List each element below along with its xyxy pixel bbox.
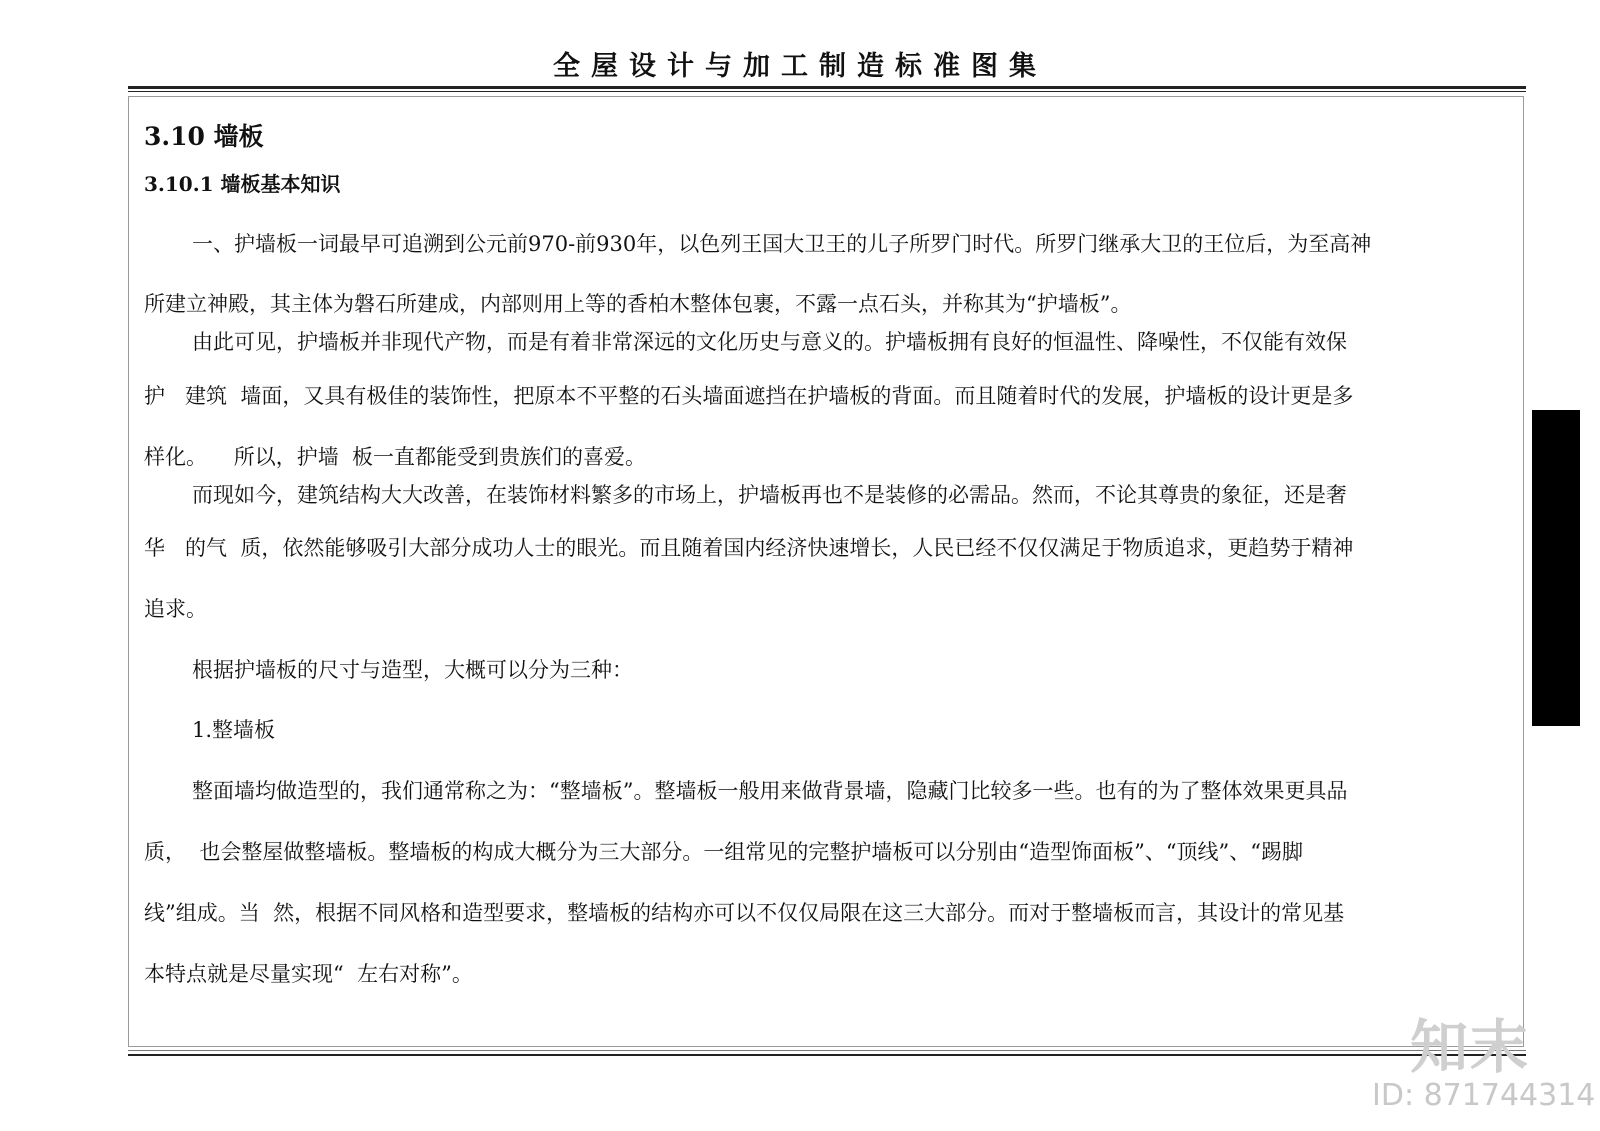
paragraph-line: 样化。 所以，护墙 板一直都能受到贵族们的喜爱。 [144,445,647,469]
paragraph-line: 根据护墙板的尺寸与造型，大概可以分为三种： [192,658,633,682]
paragraph-line: 整面墙均做造型的，我们通常称之为：“整墙板”。整墙板一般用来做背景墙，隐藏门比较多一些。也有的为了整体效果更具品 [192,779,1348,803]
paragraph-line: 由此可见，护墙板并非现代产物，而是有着非常深远的文化历史与意义的。护墙板拥有良好的恒温性、降噪性，不仅能有效保 [192,330,1347,354]
paragraph-line: 线”组成。当 然，根据不同风格和造型要求，整墙板的结构亦可以不仅仅局限在这三大部分。而对于整墙板而言，其设计的常见基 [144,901,1345,925]
paragraph-line: 追求。 [144,597,207,621]
page-header-title: 全屋设计与加工制造标准图集 [553,51,1047,82]
watermark-logo: 知末 [1410,1013,1531,1081]
paragraph-line: 一、护墙板一词最早可追溯到公元前970-前930年，以色列王国大卫王的儿子所罗门时代。所罗门继承大卫的王位后，为至高神 [192,232,1372,256]
list-item-heading: 1.整墙板 [192,718,276,742]
paragraph-line: 所建立神殿，其主体为磐石所建成，内部则用上等的香柏木整体包裹，不露一点石头，并称其为“护墙板”。 [144,292,1132,316]
header-rule-thick [128,86,1526,89]
footer-rule-thin [128,1050,1526,1051]
paragraph-line: 本特点就是尽量实现“ 左右对称”。 [144,962,473,986]
paragraph-line: 而现如今，建筑结构大大改善，在装饰材料繁多的市场上，护墙板再也不是装修的必需品。然而，不论其尊贵的象征，还是奢 [192,483,1347,507]
section-heading: 3.10 墙板 [144,122,264,151]
paragraph-line: 质， 也会整屋做整墙板。整墙板的构成大概分为三大部分。一组常见的完整护墙板可以分别由“造型饰面板”、“顶线”、“踢脚 [144,840,1304,864]
side-tab-marker [1532,410,1580,726]
paragraph-line: 护 建筑 墙面，又具有极佳的装饰性，把原本不平整的石头墙面遮挡在护墙板的背面。而且随着时代的发展，护墙板的设计更是多 [144,384,1354,408]
header-rule-thin [128,91,1526,92]
footer-rule-thick [128,1054,1526,1056]
paragraph-line: 华 的气 质，依然能够吸引大部分成功人士的眼光。而且随着国内经济快速增长，人民已经不仅仅满足于物质追求，更趋势于精神 [144,536,1354,560]
subsection-heading: 3.10.1 墙板基本知识 [144,172,341,196]
watermark-id: ID: 871744314 [1372,1078,1596,1113]
